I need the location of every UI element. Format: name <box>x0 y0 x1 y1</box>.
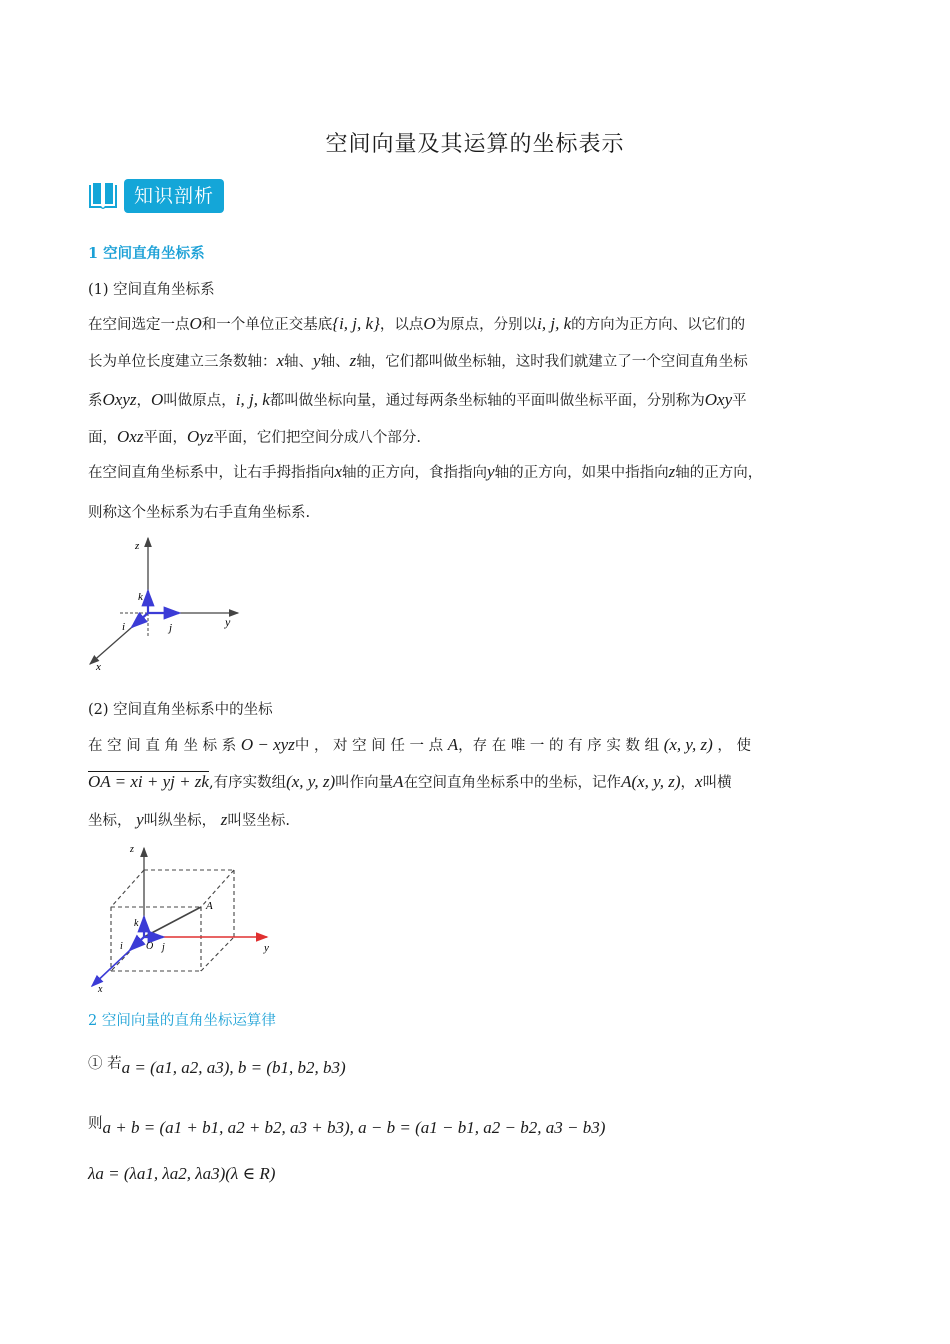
para-line: 面，Oxz平面，Oyz平面，它们把空间分成八个部分. <box>88 427 422 446</box>
formula-line: ① 若a = (a1, a2, a3), b = (b1, b2, b3) <box>88 1056 346 1077</box>
j-label: j <box>162 942 165 953</box>
section-heading-2: 2 空间向量的直角坐标运算律 <box>88 1013 276 1029</box>
para-line: 在空间直角坐标系中，让右手拇指指向x轴的正方向，食指指向y轴的正方向，如果中指指向z轴的正方向， <box>88 462 763 481</box>
A-label: A <box>206 900 213 912</box>
para-line: 在 空 间 直 角 坐 标 系 O − xyz中 ， 对 空 间 任 一 点 A，存 在 唯 一 的 有 序 实 数 组 (x, y, z) ， 使 <box>88 735 752 754</box>
z-label: z <box>135 540 140 552</box>
formula-line: λa = (λa1, λa2, λa3)(λ ∈ R) <box>88 1164 276 1183</box>
section-heading-1: 1 空间直角坐标系 <box>88 245 205 262</box>
para-line: 在空间选定一点O和一个单位正交基底{i, j, k}，以点O为原点，分别以i, j, k的方向为正方向、以它们的 <box>88 314 746 333</box>
page-title: 空间向量及其运算的坐标表示 <box>325 132 625 157</box>
para-line: OA = xi + yj + zk,有序实数组(x, y, z)叫作向量A在空间直角坐标系中的坐标，记作A(x, y, z)，x叫横 <box>88 772 732 791</box>
vector-i <box>130 937 144 950</box>
para-line: 则称这个坐标系为右手直角坐标系. <box>88 505 311 521</box>
dashed-box <box>111 870 234 971</box>
x-label: x <box>96 661 101 672</box>
k-label: k <box>134 918 139 929</box>
vector-OA <box>144 907 201 937</box>
O-label: O <box>146 941 154 952</box>
y-label: y <box>264 942 269 954</box>
i-label: i <box>122 621 126 633</box>
banner-label: 知识剖析 <box>124 179 224 213</box>
k-label: k <box>138 591 143 603</box>
y-label: y <box>225 615 231 629</box>
para-line: 长为单位长度建立三条数轴：x轴、y轴、z轴，它们都叫做坐标轴，这时我们就建立了一个空间直角坐标 <box>88 351 748 370</box>
formula-line: 则a + b = (a1 + b1, a2 + b2, a3 + b3), a − b = (a1 − b1, a2 − b2, a3 − b3) <box>88 1116 606 1137</box>
subheading-2: (2) 空间直角坐标系中的坐标 <box>88 702 273 718</box>
figure-coordinate-axes <box>84 530 254 672</box>
vector-i <box>132 613 148 627</box>
figure-point-coordinates <box>84 840 284 996</box>
x-label: x <box>98 984 103 995</box>
open-book-icon <box>86 179 120 213</box>
i-label: i <box>120 941 123 952</box>
subheading-1: (1) 空间直角坐标系 <box>88 282 215 298</box>
section-banner <box>86 178 224 214</box>
j-label: j <box>169 622 173 634</box>
para-line: 系Oxyz，O叫做原点，i, j, k都叫做坐标向量，通过每两条坐标轴的平面叫做坐标平面，分别称为Oxy平 <box>88 390 747 409</box>
para-line: 坐标， y叫纵坐标， z叫竖坐标. <box>88 810 290 829</box>
z-label: z <box>130 844 134 855</box>
